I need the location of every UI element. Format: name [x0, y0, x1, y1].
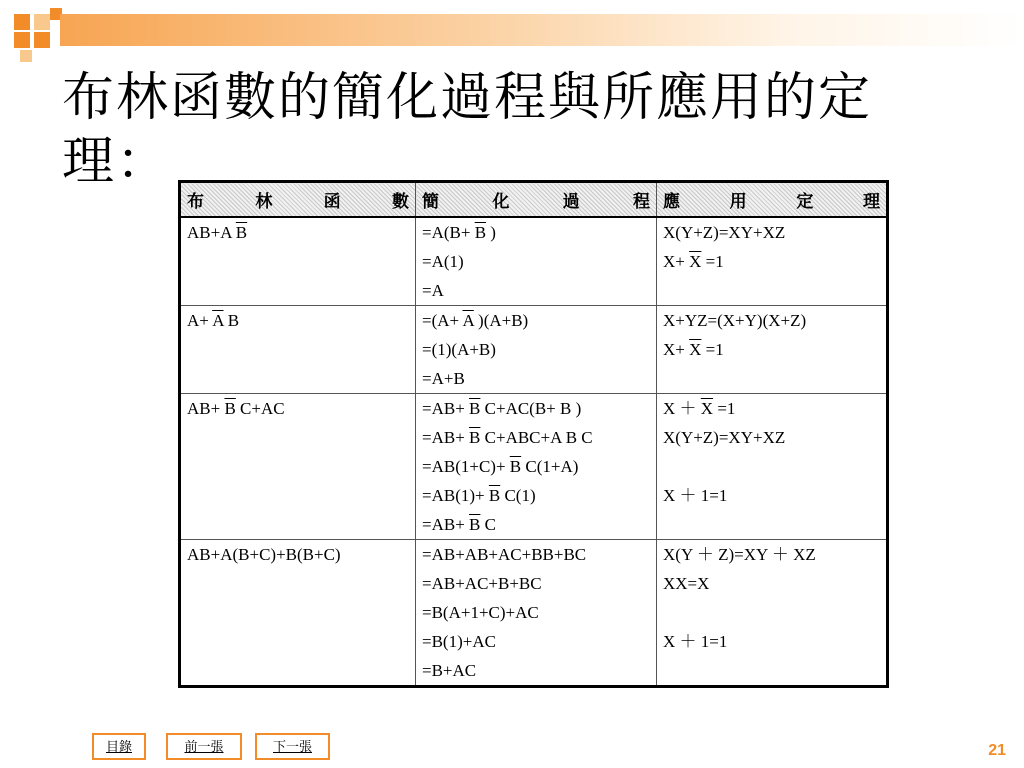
- expression-part: X+YZ=(X+Y)(X+Z): [663, 311, 807, 330]
- theorem: [663, 569, 880, 598]
- expression-part: B: [223, 311, 240, 330]
- overlined-term: $\overline{X}$: [689, 340, 702, 359]
- expression-part: C+AC(B+ B ): [480, 399, 582, 418]
- simplification-steps-cell: [416, 540, 657, 687]
- overlined-term: $\overline{B}$: [235, 223, 248, 242]
- applied-theorems-cell: [657, 540, 888, 687]
- expression-part: AB+: [187, 399, 225, 418]
- expression-part: =B+AC: [422, 661, 477, 680]
- overlined-term: $\overline{B}$: [469, 399, 481, 418]
- table-header-row: [180, 182, 888, 218]
- theorem: [663, 627, 880, 656]
- header-boolean-function: 布 林 函 數: [180, 182, 416, 218]
- expression-part: X ＋: [663, 399, 701, 418]
- simplification-step: [422, 306, 650, 335]
- expression-part: C+AC: [235, 399, 285, 418]
- expression-part: =A+B: [422, 369, 465, 388]
- theorem: [663, 452, 880, 481]
- theorem: [663, 540, 880, 569]
- simplification-steps-cell: [416, 306, 657, 394]
- corner-square-5: [34, 32, 50, 48]
- theorem: [663, 247, 880, 276]
- corner-square-6: [20, 50, 32, 62]
- table-row: [180, 394, 888, 540]
- expression-part: =1: [713, 399, 736, 418]
- simplification-step: [422, 569, 650, 598]
- simplification-step: [422, 627, 650, 656]
- corner-square-1: [14, 14, 30, 30]
- simplification-step: [422, 452, 650, 481]
- expression-part: X(Y+Z)=XY+XZ: [663, 223, 786, 242]
- simplification-step: [422, 656, 650, 685]
- overlined-term: $\overline{B}$: [469, 428, 481, 447]
- expression-part: =(1)(A+B): [422, 340, 496, 359]
- contents-button[interactable]: 目錄: [92, 733, 146, 760]
- expression-part: X(Y ＋ Z)=XY ＋ XZ: [663, 545, 816, 564]
- slide-title: 布林函數的簡化過程與所應用的定理：: [62, 68, 873, 192]
- expression-part: =(A+: [422, 311, 463, 330]
- next-slide-button[interactable]: 下一張: [255, 733, 330, 760]
- boolean-function-cell: [180, 217, 416, 306]
- expression-part: C+ABC+A B C: [480, 428, 593, 447]
- boolean-function: [187, 540, 409, 569]
- simplification-step: [422, 218, 650, 247]
- expression-part: C(1): [500, 486, 536, 505]
- expression-part: =AB(1)+: [422, 486, 489, 505]
- boolean-function-cell: [180, 540, 416, 687]
- overlined-term: $\overline{B}$: [488, 486, 501, 505]
- overlined-term: $\overline{A}$: [212, 311, 224, 330]
- expression-part: =B(1)+AC: [422, 632, 496, 651]
- expression-part: =AB+AC+B+BC: [422, 574, 542, 593]
- table-row: [180, 217, 888, 306]
- simplification-step: [422, 423, 650, 452]
- boolean-simplification-table: [178, 180, 889, 688]
- applied-theorems-cell: [657, 217, 888, 306]
- expression-part: =AB+: [422, 515, 470, 534]
- simplification-step: [422, 247, 650, 276]
- expression-part: =AB+AB+AC+BB+BC: [422, 545, 587, 564]
- expression-part: C: [480, 515, 496, 534]
- expression-part: =1: [701, 340, 724, 359]
- simplification-step: [422, 598, 650, 627]
- boolean-function-cell: [180, 306, 416, 394]
- expression-part: =A(B+: [422, 223, 475, 242]
- expression-part: AB+A: [187, 223, 236, 242]
- theorem: [663, 598, 880, 627]
- corner-square-2: [34, 14, 50, 30]
- expression-part: =AB+: [422, 428, 470, 447]
- header-simplification-process: 簡 化 過 程: [416, 182, 657, 218]
- simplification-step: [422, 540, 650, 569]
- header-bar: [60, 14, 1024, 46]
- corner-square-4: [14, 32, 30, 48]
- expression-part: =B(A+1+C)+AC: [422, 603, 539, 622]
- expression-part: XX=X: [663, 574, 710, 593]
- simplification-step: [422, 276, 650, 305]
- overlined-term: $\overline{X}$: [700, 399, 714, 418]
- boolean-function: [187, 218, 409, 247]
- theorem: [663, 306, 880, 335]
- overlined-term: $\overline{B}$: [509, 457, 522, 476]
- applied-theorems-cell: [657, 394, 888, 540]
- overlined-term: $\overline{B}$: [469, 515, 481, 534]
- overlined-term: $\overline{A}$: [462, 311, 474, 330]
- simplification-steps-cell: [416, 217, 657, 306]
- simplification-step: [422, 481, 650, 510]
- expression-part: =1: [701, 252, 724, 271]
- page-number: 21: [988, 742, 1006, 759]
- boolean-function-cell: [180, 394, 416, 540]
- expression-part: X+: [663, 340, 690, 359]
- expression-part: X+: [663, 252, 690, 271]
- expression-part: =A: [422, 281, 444, 300]
- expression-part: )(A+B): [473, 311, 529, 330]
- boolean-function: [187, 394, 409, 423]
- applied-theorems-cell: [657, 306, 888, 394]
- theorem: [663, 423, 880, 452]
- overlined-term: $\overline{X}$: [689, 252, 702, 271]
- simplification-step: [422, 335, 650, 364]
- header-applied-theorem: 應 用 定 理: [657, 182, 888, 218]
- expression-part: AB+A(B+C)+B(B+C): [187, 545, 341, 564]
- simplification-step: [422, 510, 650, 539]
- overlined-term: $\overline{B}$: [224, 399, 236, 418]
- expression-part: C(1+A): [521, 457, 579, 476]
- expression-part: =AB(1+C)+: [422, 457, 510, 476]
- expression-part: =A(1): [422, 252, 464, 271]
- expression-part: ): [486, 223, 496, 242]
- theorem: [663, 481, 880, 510]
- simplification-step: [422, 394, 650, 423]
- theorem: [663, 335, 880, 364]
- expression-part: A+: [187, 311, 213, 330]
- expression-part: X(Y+Z)=XY+XZ: [663, 428, 786, 447]
- expression-part: =AB+: [422, 399, 470, 418]
- simplification-step: [422, 364, 650, 393]
- theorem: [663, 394, 880, 423]
- expression-part: X ＋ 1=1: [663, 486, 728, 505]
- expression-part: X ＋ 1=1: [663, 632, 728, 651]
- theorem: [663, 218, 880, 247]
- prev-slide-button[interactable]: 前一張: [166, 733, 242, 760]
- simplification-steps-cell: [416, 394, 657, 540]
- table-row: [180, 306, 888, 394]
- boolean-function: [187, 306, 409, 335]
- table-row: [180, 540, 888, 687]
- overlined-term: $\overline{B}$: [474, 223, 487, 242]
